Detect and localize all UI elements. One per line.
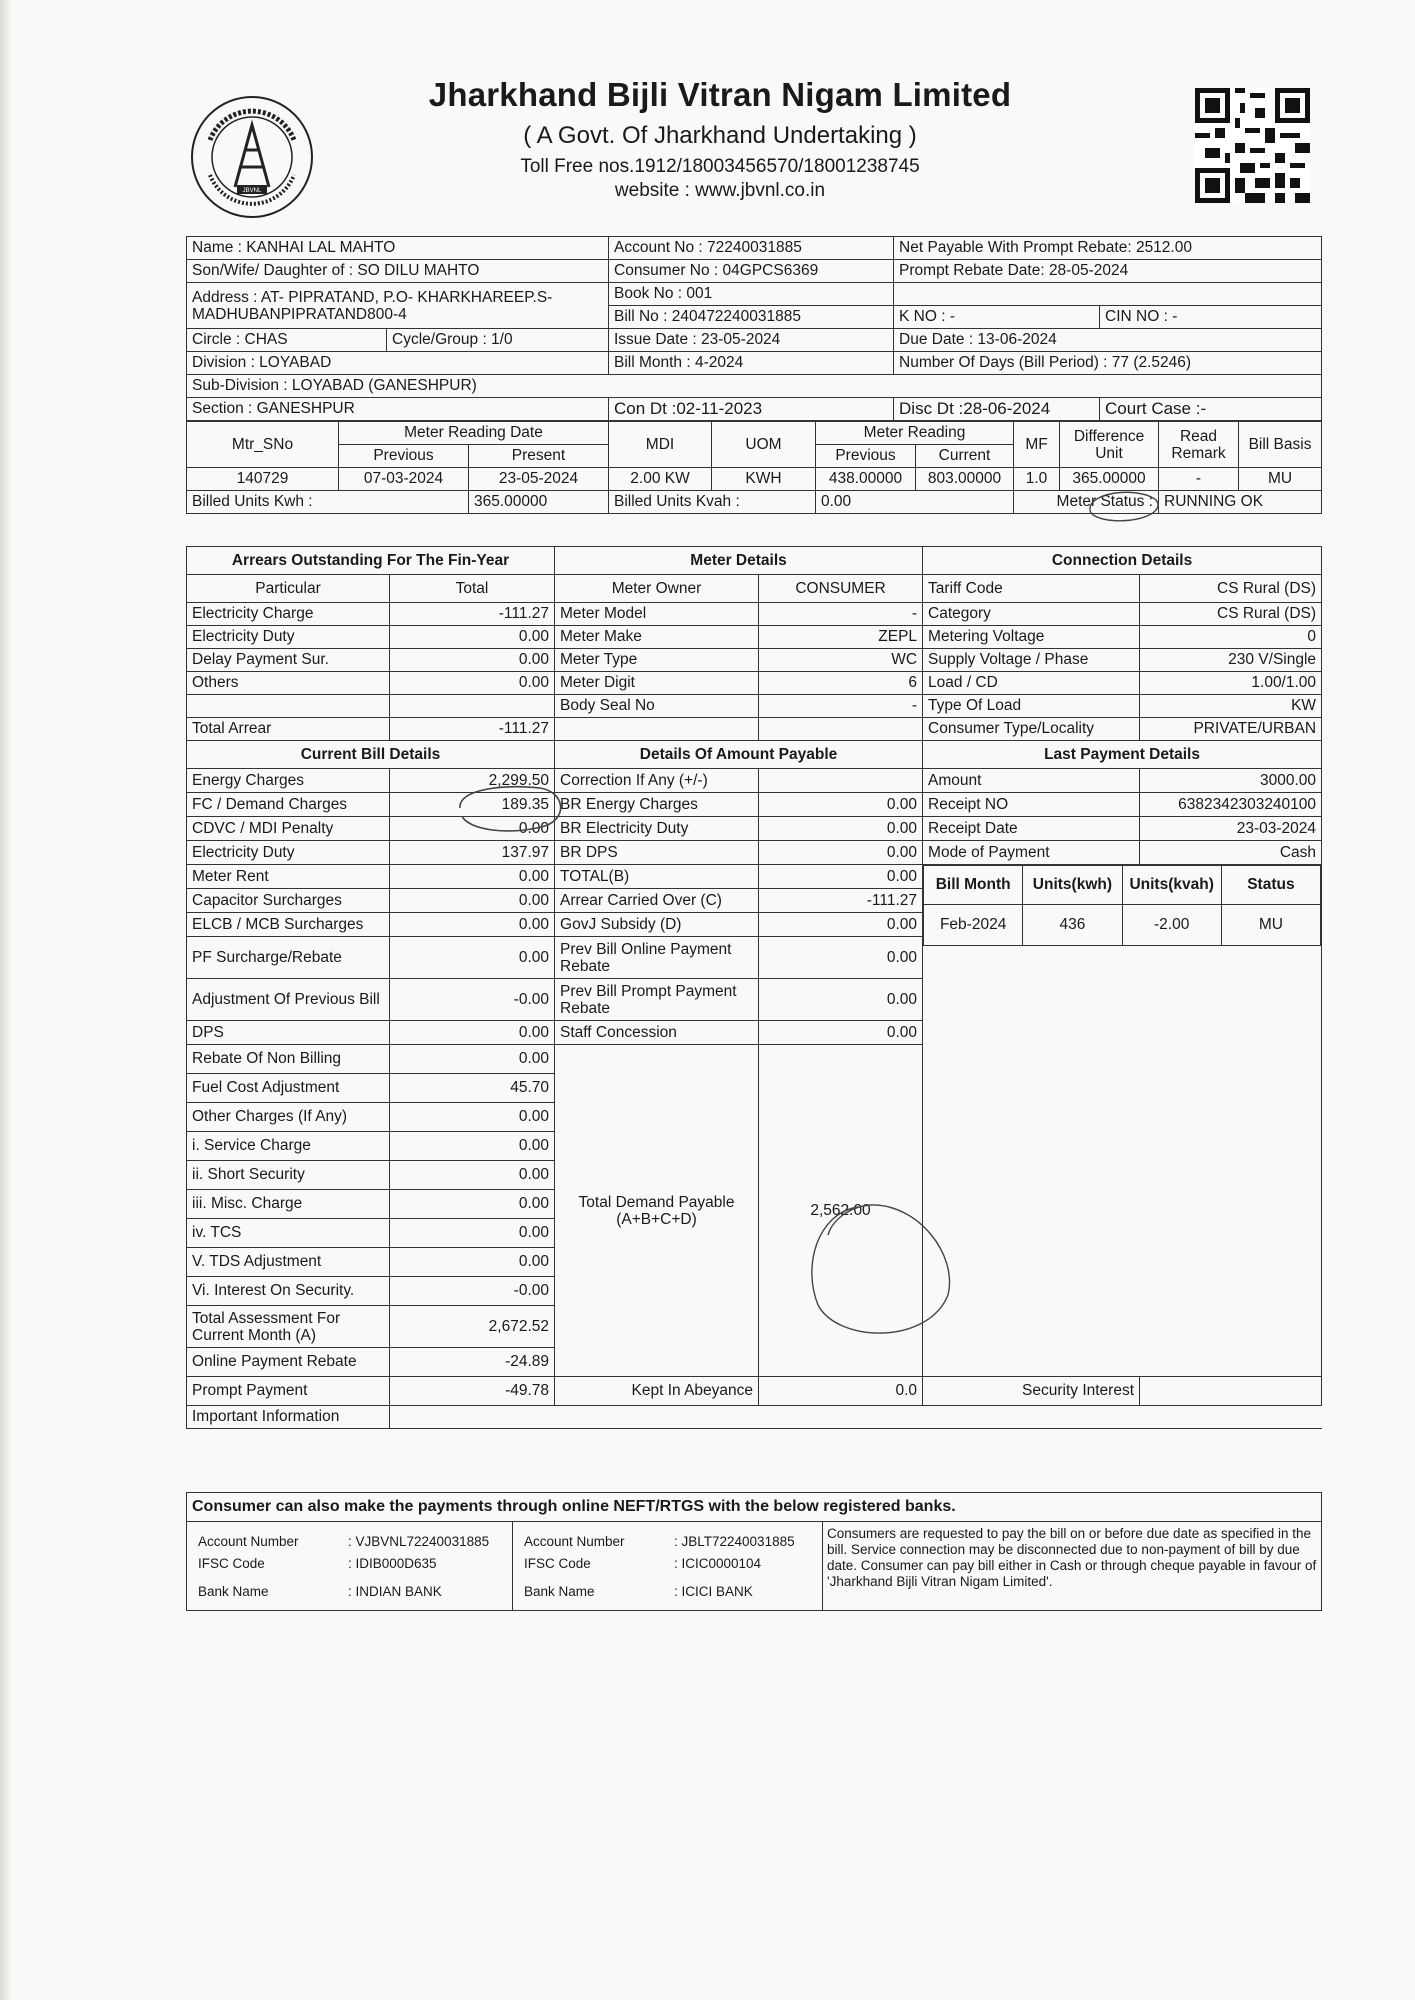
net-payable: Net Payable With Prompt Rebate: 2512.00 [894,237,1322,260]
arrears-label: Delay Payment Sur. [187,649,390,672]
current-bill-value: -0.00 [390,1277,555,1306]
billed-kvah-value: 0.00 [816,491,1014,514]
table-row [187,649,1322,672]
amount-payable-label: Prev Bill Online Payment Rebate [555,937,759,979]
current-bill-label: ELCB / MCB Surcharges [187,913,390,937]
connection-detail-value: KW [1140,695,1322,718]
amount-payable-label: Correction If Any (+/-) [555,769,759,793]
connection-details-section-title: Connection Details [923,547,1322,575]
connection-detail-label: Tariff Code [923,575,1140,603]
bank2-name-label: Bank Name [524,1583,595,1599]
bank1-name-label: Bank Name [198,1583,269,1599]
billed-kvah-label: Billed Units Kvah : [609,491,816,514]
current-bill-label: Online Payment Rebate [187,1348,390,1377]
amount-payable-value: 0.00 [759,817,923,841]
number-of-days: Number Of Days (Bill Period) : 77 (2.5246) [894,352,1322,375]
history-cell: Feb-2024 [924,905,1023,946]
current-bill-value: -0.00 [390,979,555,1021]
current-bill-label: i. Service Charge [187,1132,390,1161]
company-subtitle: ( A Govt. Of Jharkhand Undertaking ) [523,122,917,149]
division: Division : LOYABAD [187,352,609,375]
mf-value: 1.0 [1014,468,1060,491]
connection-detail-value: PRIVATE/URBAN [1140,718,1322,741]
current-bill-label: Rebate Of Non Billing [187,1045,390,1074]
last-payment-value: 23-03-2024 [1140,817,1322,841]
bank2-ifsc-label: IFSC Code [524,1555,591,1571]
read-remark: - [1159,468,1239,491]
cycle-group: Cycle/Group : 1/0 [387,329,609,352]
meter-detail-value: ZEPL [759,626,923,649]
current-bill-label: Electricity Duty [187,841,390,865]
connection-detail-label: Load / CD [923,672,1140,695]
consumer-name: Name : KANHAI LAL MAHTO [187,237,609,260]
connection-detail-label: Metering Voltage [923,626,1140,649]
circle: Circle : CHAS [187,329,387,352]
security-interest-label: Security Interest [923,1377,1140,1406]
court-case: Court Case :- [1100,398,1322,421]
previous-date-header: Previous [339,445,469,468]
arrears-label: Electricity Duty [187,626,390,649]
current-bill-value: 0.00 [390,1161,555,1190]
arrears-value: -111.27 [390,603,555,626]
table-row [187,1406,1322,1429]
current-bill-label: iv. TCS [187,1219,390,1248]
current-bill-value: -49.78 [390,1377,555,1406]
last-payment-label: Receipt Date [923,817,1140,841]
meter-detail-value: WC [759,649,923,672]
meter-status: RUNNING OK [1159,491,1322,514]
current-bill-label: V. TDS Adjustment [187,1248,390,1277]
uom-header: UOM [712,422,816,468]
bill-header [180,70,1330,220]
table-row [187,718,1322,741]
mdi-value: 2.00 KW [609,468,712,491]
current-bill-label: CDVC / MDI Penalty [187,817,390,841]
section: Section : GANESHPUR [187,398,609,421]
arrears-value: 0.00 [390,626,555,649]
bank-details-table [186,1492,1322,1611]
current-bill-value: 0.00 [390,865,555,889]
important-info-blank [390,1406,1322,1429]
amount-payable-value: 0.00 [759,793,923,817]
connection-detail-value: CS Rural (DS) [1140,575,1322,603]
meter-detail-label: Meter Digit [555,672,759,695]
abeyance-value: 0.0 [759,1377,923,1406]
consumer-info-table [186,236,1322,421]
arrears-value [390,695,555,718]
current-bill-label: Meter Rent [187,865,390,889]
page-edge-shadow [0,0,12,2000]
current-bill-value: 0.00 [390,817,555,841]
last-payment-label: Amount [923,769,1140,793]
difference-unit-header: Difference Unit [1060,422,1159,468]
due-date: Due Date : 13-06-2024 [894,329,1322,352]
arrears-particular-header: Particular [187,575,390,603]
reading-date-header: Meter Reading Date [339,422,609,445]
jbvnl-logo-icon [190,95,315,220]
current-bill-label: DPS [187,1021,390,1045]
bank1-block [187,1522,513,1611]
amount-payable-label: BR DPS [555,841,759,865]
bank1-account: : VJBVNL72240031885 [348,1533,490,1549]
history-cell: -2.00 [1122,905,1221,946]
important-information: Important Information [187,1406,390,1429]
current-bill-label: ii. Short Security [187,1161,390,1190]
last-payment-value: 6382342303240100 [1140,793,1322,817]
current-bill-label: Prompt Payment [187,1377,390,1406]
table-row [187,793,1322,817]
issue-date: Issue Date : 23-05-2024 [609,329,894,352]
present-reading-date: 23-05-2024 [469,468,609,491]
meter-detail-value: CONSUMER [759,575,923,603]
previous-reading-header: Previous [816,445,916,468]
bank2-inner [519,1530,816,1602]
present-date-header: Present [469,445,609,468]
amount-payable-value: 0.00 [759,979,923,1021]
arrears-value: 0.00 [390,649,555,672]
book-number: Book No : 001 [609,283,894,306]
current-bill-value: 0.00 [390,1248,555,1277]
billed-kwh-value: 365.00000 [469,491,609,514]
mtr-sno-header: Mtr_SNo [187,422,339,468]
current-bill-value: 0.00 [390,1045,555,1074]
amount-payable-label: BR Energy Charges [555,793,759,817]
amount-payable-value [759,769,923,793]
amount-payable-label: GovJ Subsidy (D) [555,913,759,937]
bank1-account-label: Account Number [198,1533,299,1549]
bank1-ifsc-label: IFSC Code [198,1555,265,1571]
history-header-row [924,866,1321,905]
meter-detail-value: 6 [759,672,923,695]
security-interest-value [1140,1377,1322,1406]
bill-number: Bill No : 240472240031885 [609,306,894,329]
current-bill-label: Other Charges (If Any) [187,1103,390,1132]
meter-detail-label: Meter Owner [555,575,759,603]
current-bill-label: Total Assessment For Current Month (A) [187,1306,390,1348]
current-bill-value: 45.70 [390,1074,555,1103]
arrears-label: Electricity Charge [187,603,390,626]
meter-reading-table [186,421,1322,514]
current-bill-value: 0.00 [390,889,555,913]
consumer-relation: Son/Wife/ Daughter of : SO DILU MAHTO [187,260,609,283]
current-bill-label: PF Surcharge/Rebate [187,937,390,979]
read-remark-header: Read Remark [1159,422,1239,468]
current-bill-value: 137.97 [390,841,555,865]
logo-label: JBVNL [242,188,262,194]
history-header: Status [1221,866,1320,905]
bill-details-table [186,546,1322,1429]
table-row [187,841,1322,865]
previous-reading-date: 07-03-2024 [339,468,469,491]
connection-detail-label: Supply Voltage / Phase [923,649,1140,672]
current-bill-value: 0.00 [390,1132,555,1161]
amount-payable-value: 0.00 [759,937,923,979]
meter-serial: 140729 [187,468,339,491]
connection-detail-label: Category [923,603,1140,626]
table-row [187,769,1322,793]
meter-detail-label [555,718,759,741]
last-payment-label: Receipt NO [923,793,1140,817]
previous-reading: 438.00000 [816,468,916,491]
current-bill-value: 0.00 [390,1219,555,1248]
meter-detail-label: Body Seal No [555,695,759,718]
arrears-label: Others [187,672,390,695]
current-bill-section-title: Current Bill Details [187,741,555,769]
amount-payable-label: Staff Concession [555,1021,759,1045]
company-website: website : www.jbvnl.co.in [614,180,826,201]
history-header: Units(kwh) [1023,866,1122,905]
current-bill-value: 0.00 [390,1190,555,1219]
meter-detail-label: Meter Type [555,649,759,672]
amount-payable-label: TOTAL(B) [555,865,759,889]
table-row [187,626,1322,649]
payment-history-table [923,865,1321,946]
connection-detail-label: Type Of Load [923,695,1140,718]
current-bill-label: iii. Misc. Charge [187,1190,390,1219]
payment-history-block [923,865,1322,1377]
current-reading: 803.00000 [916,468,1014,491]
history-row [924,905,1321,946]
billed-kwh-label: Billed Units Kwh : [187,491,469,514]
current-bill-label: FC / Demand Charges [187,793,390,817]
bank2-name: : ICICI BANK [674,1583,753,1599]
meter-detail-value: - [759,695,923,718]
amount-payable-label: BR Electricity Duty [555,817,759,841]
current-bill-value: 2,299.50 [390,769,555,793]
abeyance-label: Kept In Abeyance [555,1377,759,1406]
toll-free-numbers: Toll Free nos.1912/18003456570/18001238745 [520,156,920,177]
bill-basis: MU [1239,468,1322,491]
arrears-label: Total Arrear [187,718,390,741]
meter-status-label: Meter Status : [1014,491,1159,514]
mf-header: MF [1014,422,1060,468]
title-block [340,70,1100,202]
table-row [187,603,1322,626]
current-bill-label: Adjustment Of Previous Bill [187,979,390,1021]
current-bill-value: 189.35 [390,793,555,817]
last-payment-section-title: Last Payment Details [923,741,1322,769]
mdi-header: MDI [609,422,712,468]
meter-detail-label: Meter Model [555,603,759,626]
table-row [187,1377,1322,1406]
bank1-inner [193,1530,506,1602]
bank2-account: : JBLT72240031885 [674,1533,795,1549]
amount-payable-value: 0.00 [759,913,923,937]
bank2-ifsc: : ICIC0000104 [674,1555,762,1571]
current-bill-value: 0.00 [390,913,555,937]
cin-number: CIN NO : - [1100,306,1322,329]
history-cell: MU [1221,905,1320,946]
table-row [187,547,1322,575]
amount-payable-value: 0.00 [759,841,923,865]
payment-notice: Consumers are requested to pay the bill on or before due date as specified in the bill. Service connection may be disconnected due to non-payment of bill by due date. Consumer can pay bill either in Cash or through cheque payable in favour of 'Jharkhand Bijli Vitran Nigam Limited'. [823,1522,1322,1611]
current-bill-label: Fuel Cost Adjustment [187,1074,390,1103]
table-row [187,865,1322,889]
bank1-ifsc: : IDIB000D635 [348,1555,437,1571]
meter-detail-label: Meter Make [555,626,759,649]
amount-payable-label: Arrear Carried Over (C) [555,889,759,913]
qr-code-icon [1195,88,1310,203]
bill-month: Bill Month : 4-2024 [609,352,894,375]
current-reading-header: Current [916,445,1014,468]
consumer-number: Consumer No : 04GPCS6369 [609,260,894,283]
arrears-total-header: Total [390,575,555,603]
prompt-rebate-date: Prompt Rebate Date: 28-05-2024 [894,260,1322,283]
sub-division: Sub-Division : LOYABAD (GANESHPUR) [187,375,1322,398]
history-header: Units(kvah) [1122,866,1221,905]
table-row [187,575,1322,603]
table-row [187,672,1322,695]
meter-reading-header: Meter Reading [816,422,1014,445]
last-payment-label: Mode of Payment [923,841,1140,865]
amount-payable-section-title: Details Of Amount Payable [555,741,923,769]
connection-date: Con Dt :02-11-2023 [609,398,894,421]
bank2-block [513,1522,823,1611]
disconnection-date: Disc Dt :28-06-2024 [894,398,1100,421]
total-demand-value: 2,562.00 [759,1045,923,1377]
connection-detail-label: Consumer Type/Locality [923,718,1140,741]
connection-detail-value: CS Rural (DS) [1140,603,1322,626]
arrears-label [187,695,390,718]
amount-payable-label: Prev Bill Prompt Payment Rebate [555,979,759,1021]
difference-unit: 365.00000 [1060,468,1159,491]
current-bill-value: -24.89 [390,1348,555,1377]
uom-value: KWH [712,468,816,491]
current-bill-value: 0.00 [390,1103,555,1132]
blank-cell [894,283,1322,306]
bill-basis-header: Bill Basis [1239,422,1322,468]
current-bill-value: 0.00 [390,937,555,979]
total-demand-label: Total Demand Payable (A+B+C+D) [555,1045,759,1377]
connection-detail-value: 1.00/1.00 [1140,672,1322,695]
arrears-value: 0.00 [390,672,555,695]
consumer-address: Address : AT- PIPRATAND, P.O- KHARKHAREEP.S- MADHUBANPIPRATAND800-4 [187,283,609,329]
meter-detail-value [759,718,923,741]
current-bill-label: Vi. Interest On Security. [187,1277,390,1306]
current-bill-label: Energy Charges [187,769,390,793]
amount-payable-value: 0.00 [759,1021,923,1045]
bank1-name: : INDIAN BANK [348,1583,442,1599]
k-number: K NO : - [894,306,1100,329]
current-bill-value: 0.00 [390,1021,555,1045]
meter-detail-value: - [759,603,923,626]
amount-payable-value: -111.27 [759,889,923,913]
amount-payable-value: 0.00 [759,865,923,889]
arrears-value: -111.27 [390,718,555,741]
table-row [187,741,1322,769]
history-cell: 436 [1023,905,1122,946]
current-bill-value: 2,672.52 [390,1306,555,1348]
account-number: Account No : 72240031885 [609,237,894,260]
connection-detail-value: 0 [1140,626,1322,649]
bank-heading: Consumer can also make the payments through online NEFT/RTGS with the below registered banks. [187,1493,1322,1522]
bank2-account-label: Account Number [524,1533,625,1549]
company-name: Jharkhand Bijli Vitran Nigam Limited [428,76,1012,113]
table-row [187,695,1322,718]
meter-details-section-title: Meter Details [555,547,923,575]
arrears-section-title: Arrears Outstanding For The Fin-Year [187,547,555,575]
history-header: Bill Month [924,866,1023,905]
last-payment-value: Cash [1140,841,1322,865]
current-bill-label: Capacitor Surcharges [187,889,390,913]
table-row [187,817,1322,841]
connection-detail-value: 230 V/Single [1140,649,1322,672]
last-payment-value: 3000.00 [1140,769,1322,793]
